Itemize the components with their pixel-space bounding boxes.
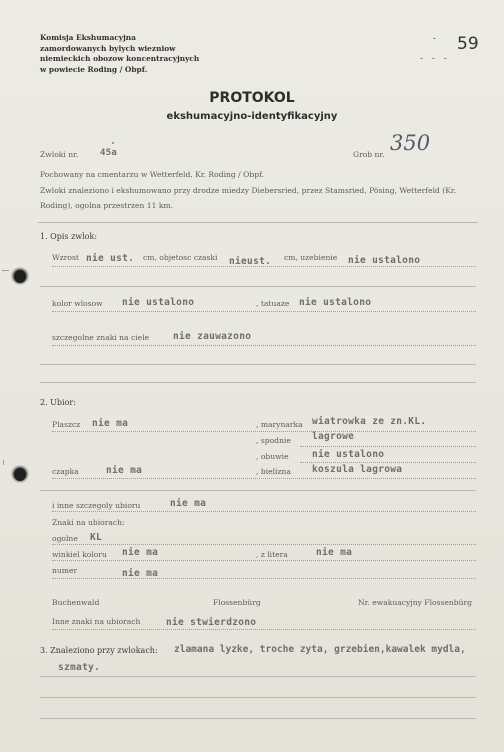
- paper-speck: [112, 142, 114, 144]
- plaszcz-value: nie ma: [92, 418, 129, 429]
- wzrost-dotted-line: [52, 266, 476, 267]
- winkiel-dotted-line: [52, 560, 476, 561]
- czapka-value: nie ma: [106, 465, 143, 476]
- kolor-label: kolor wlosow: [52, 299, 103, 308]
- znaki-dotted-line: [52, 345, 476, 346]
- form-rule: [40, 676, 476, 677]
- document-title: PROTOKOL: [209, 90, 295, 106]
- numer-label: numer: [52, 566, 78, 575]
- inne-dotted-line: [52, 511, 476, 512]
- form-rule: [40, 490, 476, 491]
- bielizna-value: koszula lagrowa: [312, 464, 403, 475]
- plaszcz-label: Plaszcz: [52, 420, 81, 429]
- uzebienie-label: cm, uzebienie: [284, 253, 338, 262]
- found-text-line-1: Zwloki znaleziono i ekshumowano przy drodze miedzy Diebersried, przez Stamsried, Pösing, Wetterfeld (Kr.: [40, 186, 457, 195]
- winkiel-label: winkiel koloru: [52, 550, 107, 559]
- spodnie-value: lagrowe: [312, 431, 355, 442]
- kolor-dotted-line: [52, 311, 476, 312]
- czaska-label: cm, objetosc czaski: [143, 253, 218, 262]
- page-number-dashes: - - -: [420, 54, 450, 64]
- punch-hole-center: [14, 468, 26, 481]
- tatuaze-value: nie ustalono: [299, 297, 372, 308]
- czapka-dotted-line: [52, 478, 476, 479]
- ogolne-value: KL: [90, 532, 103, 543]
- form-rule: [40, 718, 476, 719]
- inne-value: nie ma: [170, 498, 207, 509]
- punch-hole-center: [14, 270, 26, 283]
- marynarka-value: wiatrowka ze zn.KL.: [312, 416, 427, 427]
- separator-rule: [38, 222, 478, 223]
- form-rule: [40, 364, 476, 365]
- numer-value: nie ma: [122, 568, 159, 579]
- section-2-heading: 2. Ubior:: [40, 398, 76, 407]
- znaki-value: nie zauwazono: [173, 331, 252, 342]
- section-3-heading: 3. Znaleziono przy zwlokach:: [40, 646, 158, 655]
- header-line-3: niemieckich obozow koncentracyjnych: [40, 54, 200, 63]
- bielizna-label: , bielizna: [256, 467, 291, 476]
- zwloki-value: 45a: [100, 148, 118, 158]
- page-number: 59: [457, 34, 479, 54]
- obuwie-dotted-line: [300, 462, 476, 463]
- winkiel-value: nie ma: [122, 547, 159, 558]
- czaska-value: nieust.: [229, 256, 272, 267]
- form-rule: [40, 697, 476, 698]
- ogolne-label: ogolne: [52, 534, 78, 543]
- document-subtitle: ekshumacyjno-identyfikacyjny: [166, 111, 338, 122]
- inne-znaki-label: Inne znaki na ubiorach: [52, 617, 141, 626]
- litera-value: nie ma: [316, 547, 353, 558]
- grob-label: Grob nr.: [353, 150, 385, 159]
- inne-label: i inne szczegoly ubioru: [52, 501, 141, 510]
- header-line-4: w powiecie Roding / Obpf.: [40, 64, 148, 74]
- kolor-value: nie ustalono: [122, 297, 195, 308]
- form-rule: [40, 382, 476, 383]
- header-line-1: Komisja Ekshumacyjna: [40, 33, 136, 42]
- obuwie-value: nie ustalono: [312, 449, 385, 460]
- marynarka-label: , marynarka: [256, 420, 303, 429]
- commission-header: [40, 33, 199, 75]
- wzrost-label: Wzrost: [52, 253, 79, 262]
- numer-dotted-line: [52, 578, 476, 579]
- zwloki-label: Zwloki nr.: [40, 150, 79, 159]
- found-text-line-2: Roding), ogolna przestrzen 11 km.: [40, 201, 174, 210]
- found-items-line-2: szmaty.: [58, 662, 101, 673]
- znaki-ubior-label: Znaki na ubiorach:: [52, 518, 125, 527]
- form-rule: [40, 286, 476, 287]
- page-dash-top: -: [433, 34, 437, 44]
- spodnie-label: , spodnie: [256, 436, 291, 445]
- plaszcz-dotted-line: [52, 431, 476, 432]
- uzebienie-value: nie ustalono: [348, 255, 421, 266]
- flossenburg-label: Flossenbürg: [213, 598, 261, 607]
- obuwie-label: , obuwie: [256, 452, 289, 461]
- inne-znaki-dotted-line: [52, 629, 476, 630]
- wzrost-value: nie ust.: [86, 253, 135, 264]
- section-1-heading: 1. Opis zwlok:: [40, 232, 98, 241]
- margin-mark: [2, 270, 9, 271]
- grob-value-handwritten: 350: [390, 131, 431, 155]
- litera-label: , z litera: [256, 550, 288, 559]
- spodnie-dotted-line: [300, 446, 476, 447]
- header-line-2: zamordowanych bylych wiezniow: [40, 43, 176, 53]
- margin-mark: [3, 460, 4, 465]
- buchenwald-label: Buchenwald: [52, 598, 100, 607]
- inne-znaki-value: nie stwierdzono: [166, 617, 257, 628]
- tatuaze-label: , tatuaze: [256, 299, 290, 308]
- ogolne-dotted-line: [52, 544, 476, 545]
- found-items-line-1: zlamana lyzke, troche zyta, grzebien,kawalek mydla,: [174, 644, 466, 655]
- buried-text: Pochowany na cmentarzu w Wetterfeld, Kr. Roding / Obpf.: [40, 170, 265, 179]
- znaki-label: szczegolne znaki na ciele: [52, 333, 150, 342]
- czapka-label: czapka: [52, 467, 79, 476]
- ewakuacyjny-label: Nr. ewakuacyjny Flossenbürg: [358, 598, 472, 607]
